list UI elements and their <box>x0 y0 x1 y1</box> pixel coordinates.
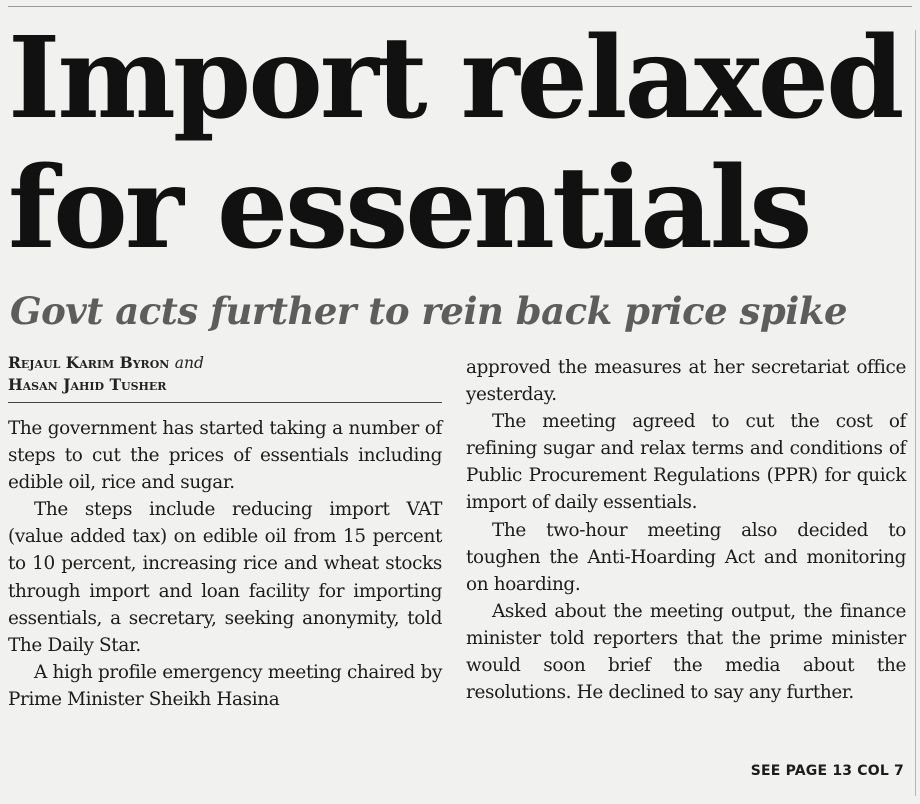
paragraph: Asked about the meeting output, the finance minister told reporters that the prime minister would soon brief the media about the resolutions. He declined to say any further. <box>466 600 906 704</box>
headline: Import relaxed for essentials <box>8 13 902 274</box>
byline-line-1 <box>8 352 442 374</box>
paragraph: The two-hour meeting also decided to toughen the Anti-Hoarding Act and monitoring on hoarding. <box>466 519 906 595</box>
byline-conjunction: and <box>174 354 204 372</box>
subheadline: Govt acts further to rein back price spike <box>10 289 847 333</box>
byline-rule <box>8 402 442 403</box>
right-column-rule <box>915 30 916 796</box>
paragraph: The steps include reducing import VAT (value added tax) on edible oil from 15 percent to 10 percent, increasing rice and wheat stocks through import and loan facility for importing essentials, a secretary, seeking anonymity, told The Daily Star. <box>8 499 442 656</box>
byline <box>8 352 442 400</box>
left-column <box>8 352 442 713</box>
paragraph: approved the measures at her secretariat office yesterday. <box>466 357 906 406</box>
paragraph: The meeting agreed to cut the cost of refining sugar and relax terms and conditions of Public Procurement Regulations (PPR) for quick import of daily essentials. <box>466 411 906 514</box>
right-column <box>466 354 906 706</box>
author-1: Rejaul Karim Byron <box>8 353 170 372</box>
top-rule <box>8 6 912 7</box>
paragraph: A high profile emergency meeting chaired by Prime Minister Sheikh Hasina <box>8 661 442 710</box>
author-2: Hasan Jahid Tusher <box>8 375 167 394</box>
continuation-reference: SEE PAGE 13 COL 7 <box>750 763 904 779</box>
paragraph: The government has started taking a number of steps to cut the prices of essentials including edible oil, rice and sugar. <box>8 418 442 494</box>
byline-line-2 <box>8 374 442 396</box>
